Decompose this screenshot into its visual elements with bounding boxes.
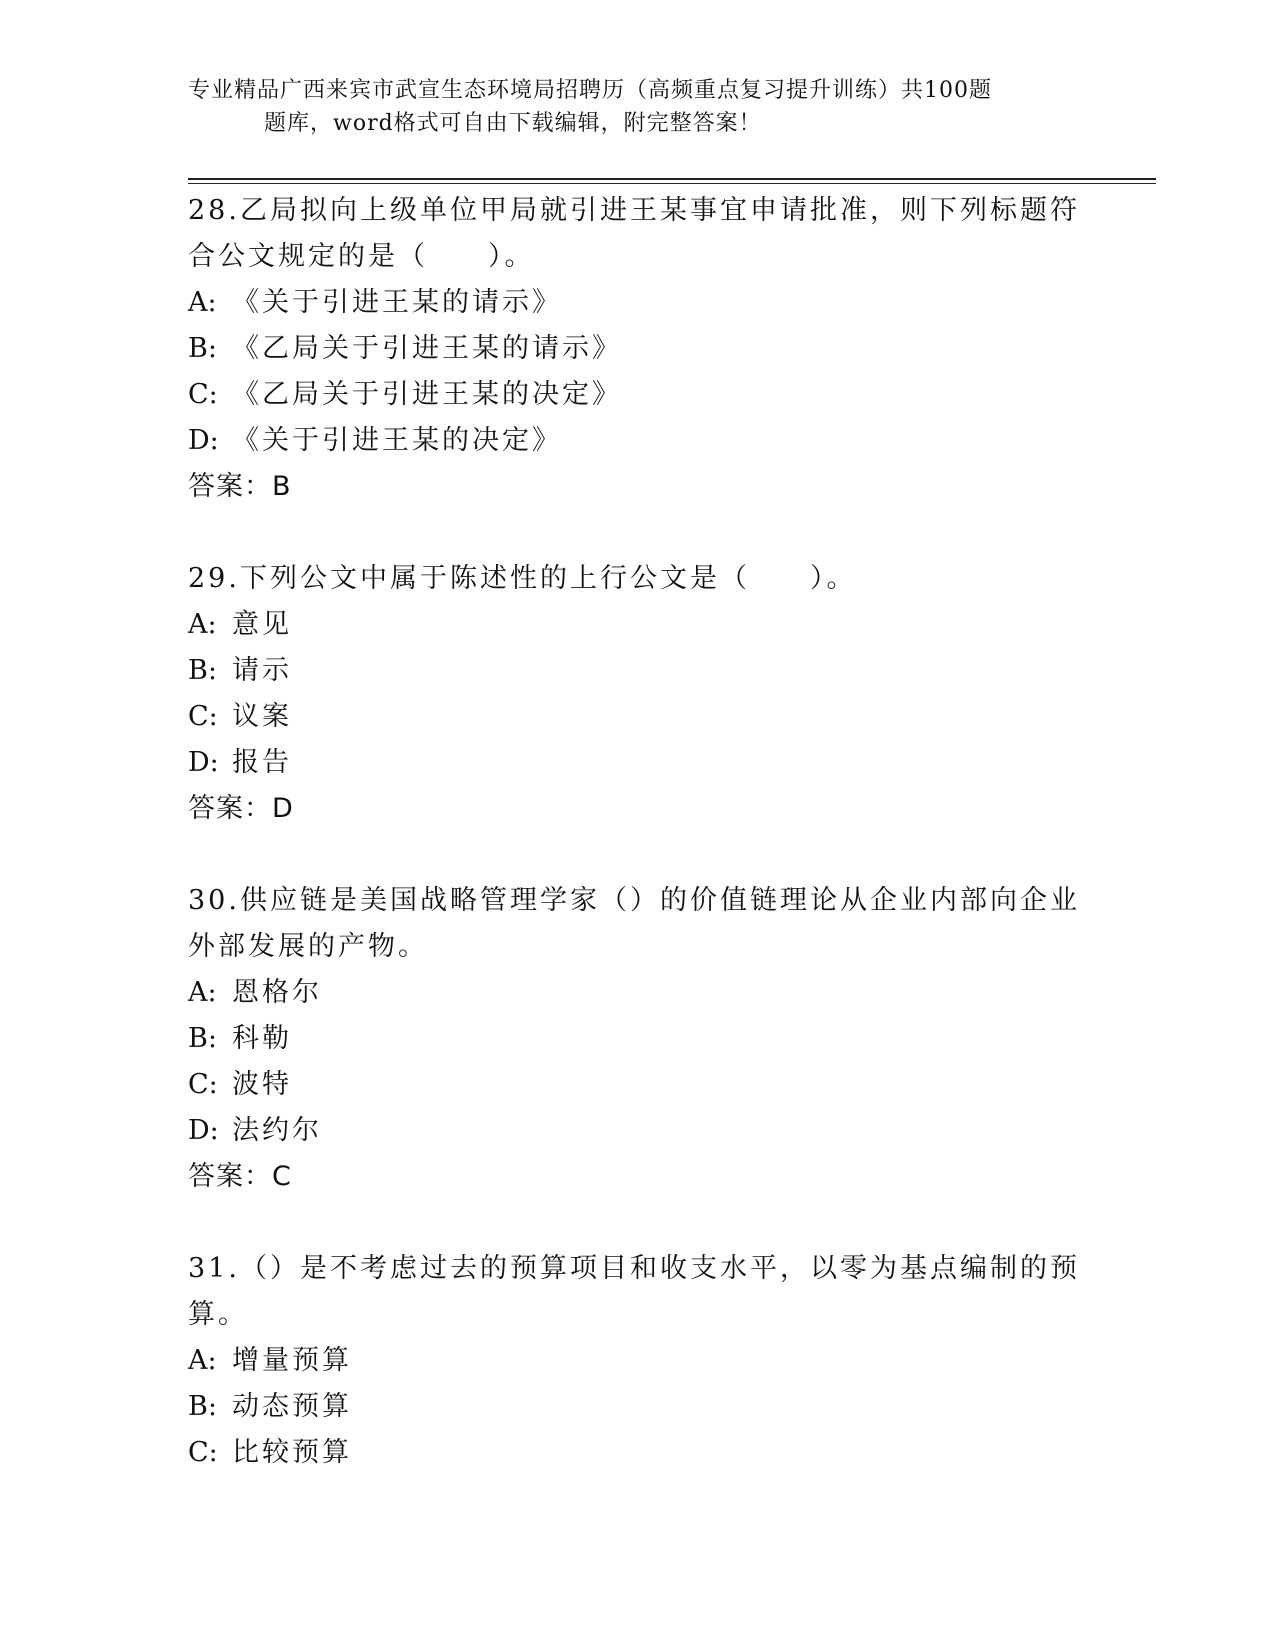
option-c (188, 694, 1088, 740)
option-text: 《乙局关于引进王某的请示》 (232, 333, 622, 364)
option-b (188, 326, 1088, 372)
option-text: 报告 (232, 747, 292, 778)
option-text: 《关于引进王某的决定》 (232, 425, 562, 456)
option-label: D: (188, 747, 219, 778)
option-text: 《乙局关于引进王某的决定》 (232, 379, 622, 410)
option-d (188, 740, 1088, 786)
question-31 (188, 1246, 1088, 1476)
option-text: 增量预算 (232, 1345, 352, 1376)
option-text: 恩格尔 (232, 977, 322, 1008)
option-text: 意见 (232, 609, 292, 640)
question-text: 30.供应链是美国战略管理学家（）的价值链理论从企业内部向企业外部发展的产物。 (188, 885, 1080, 962)
header-title-line2: 题库，word格式可自由下载编辑，附完整答案！ (264, 111, 762, 136)
header-divider-thin (188, 183, 1156, 184)
option-label: A: (188, 977, 217, 1008)
option-c (188, 1062, 1088, 1108)
question-29 (188, 556, 1088, 832)
option-label: C: (188, 379, 218, 410)
option-a (188, 1338, 1088, 1384)
question-text: 31.（）是不考虑过去的预算项目和收支水平，以零为基点编制的预算。 (188, 1253, 1080, 1330)
option-label: B: (188, 655, 217, 686)
option-label: A: (188, 1345, 217, 1376)
option-label: A: (188, 287, 217, 318)
option-text: 《关于引进王某的请示》 (232, 287, 562, 318)
question-text: 28.乙局拟向上级单位甲局就引进王某事宜申请批准，则下列标题符合公文规定的是（ ）。 (188, 195, 1080, 272)
option-label: C: (188, 1069, 218, 1100)
question-list (188, 188, 1088, 1522)
option-a (188, 602, 1088, 648)
option-d (188, 1108, 1088, 1154)
option-text: 比较预算 (232, 1437, 352, 1468)
option-text: 议案 (232, 701, 292, 732)
option-label: A: (188, 609, 217, 640)
option-label: B: (188, 1023, 217, 1054)
question-text: 29.下列公文中属于陈述性的上行公文是（ ）。 (188, 563, 857, 594)
option-label: C: (188, 701, 218, 732)
option-text: 科勒 (232, 1023, 292, 1054)
option-label: D: (188, 1115, 219, 1146)
option-c (188, 372, 1088, 418)
option-a (188, 970, 1088, 1016)
option-label: C: (188, 1437, 218, 1468)
answer-line: 答案：D (188, 793, 294, 824)
option-label: D: (188, 425, 219, 456)
option-text: 法约尔 (232, 1115, 322, 1146)
option-d (188, 418, 1088, 464)
option-text: 波特 (232, 1069, 292, 1100)
option-b (188, 648, 1088, 694)
option-text: 动态预算 (232, 1391, 352, 1422)
question-28 (188, 188, 1088, 510)
answer-line: 答案：C (188, 1161, 292, 1192)
answer-line: 答案：B (188, 471, 292, 502)
option-label: B: (188, 333, 217, 364)
option-label: B: (188, 1391, 217, 1422)
option-c (188, 1430, 1088, 1476)
document-header (188, 74, 1088, 140)
option-b (188, 1384, 1088, 1430)
option-b (188, 1016, 1088, 1062)
option-text: 请示 (232, 655, 292, 686)
header-divider-thick (188, 178, 1156, 180)
header-title-line1: 专业精品广西来宾市武宣生态环境局招聘历（高频重点复习提升训练）共100题 (188, 78, 992, 103)
question-30 (188, 878, 1088, 1200)
option-a (188, 280, 1088, 326)
